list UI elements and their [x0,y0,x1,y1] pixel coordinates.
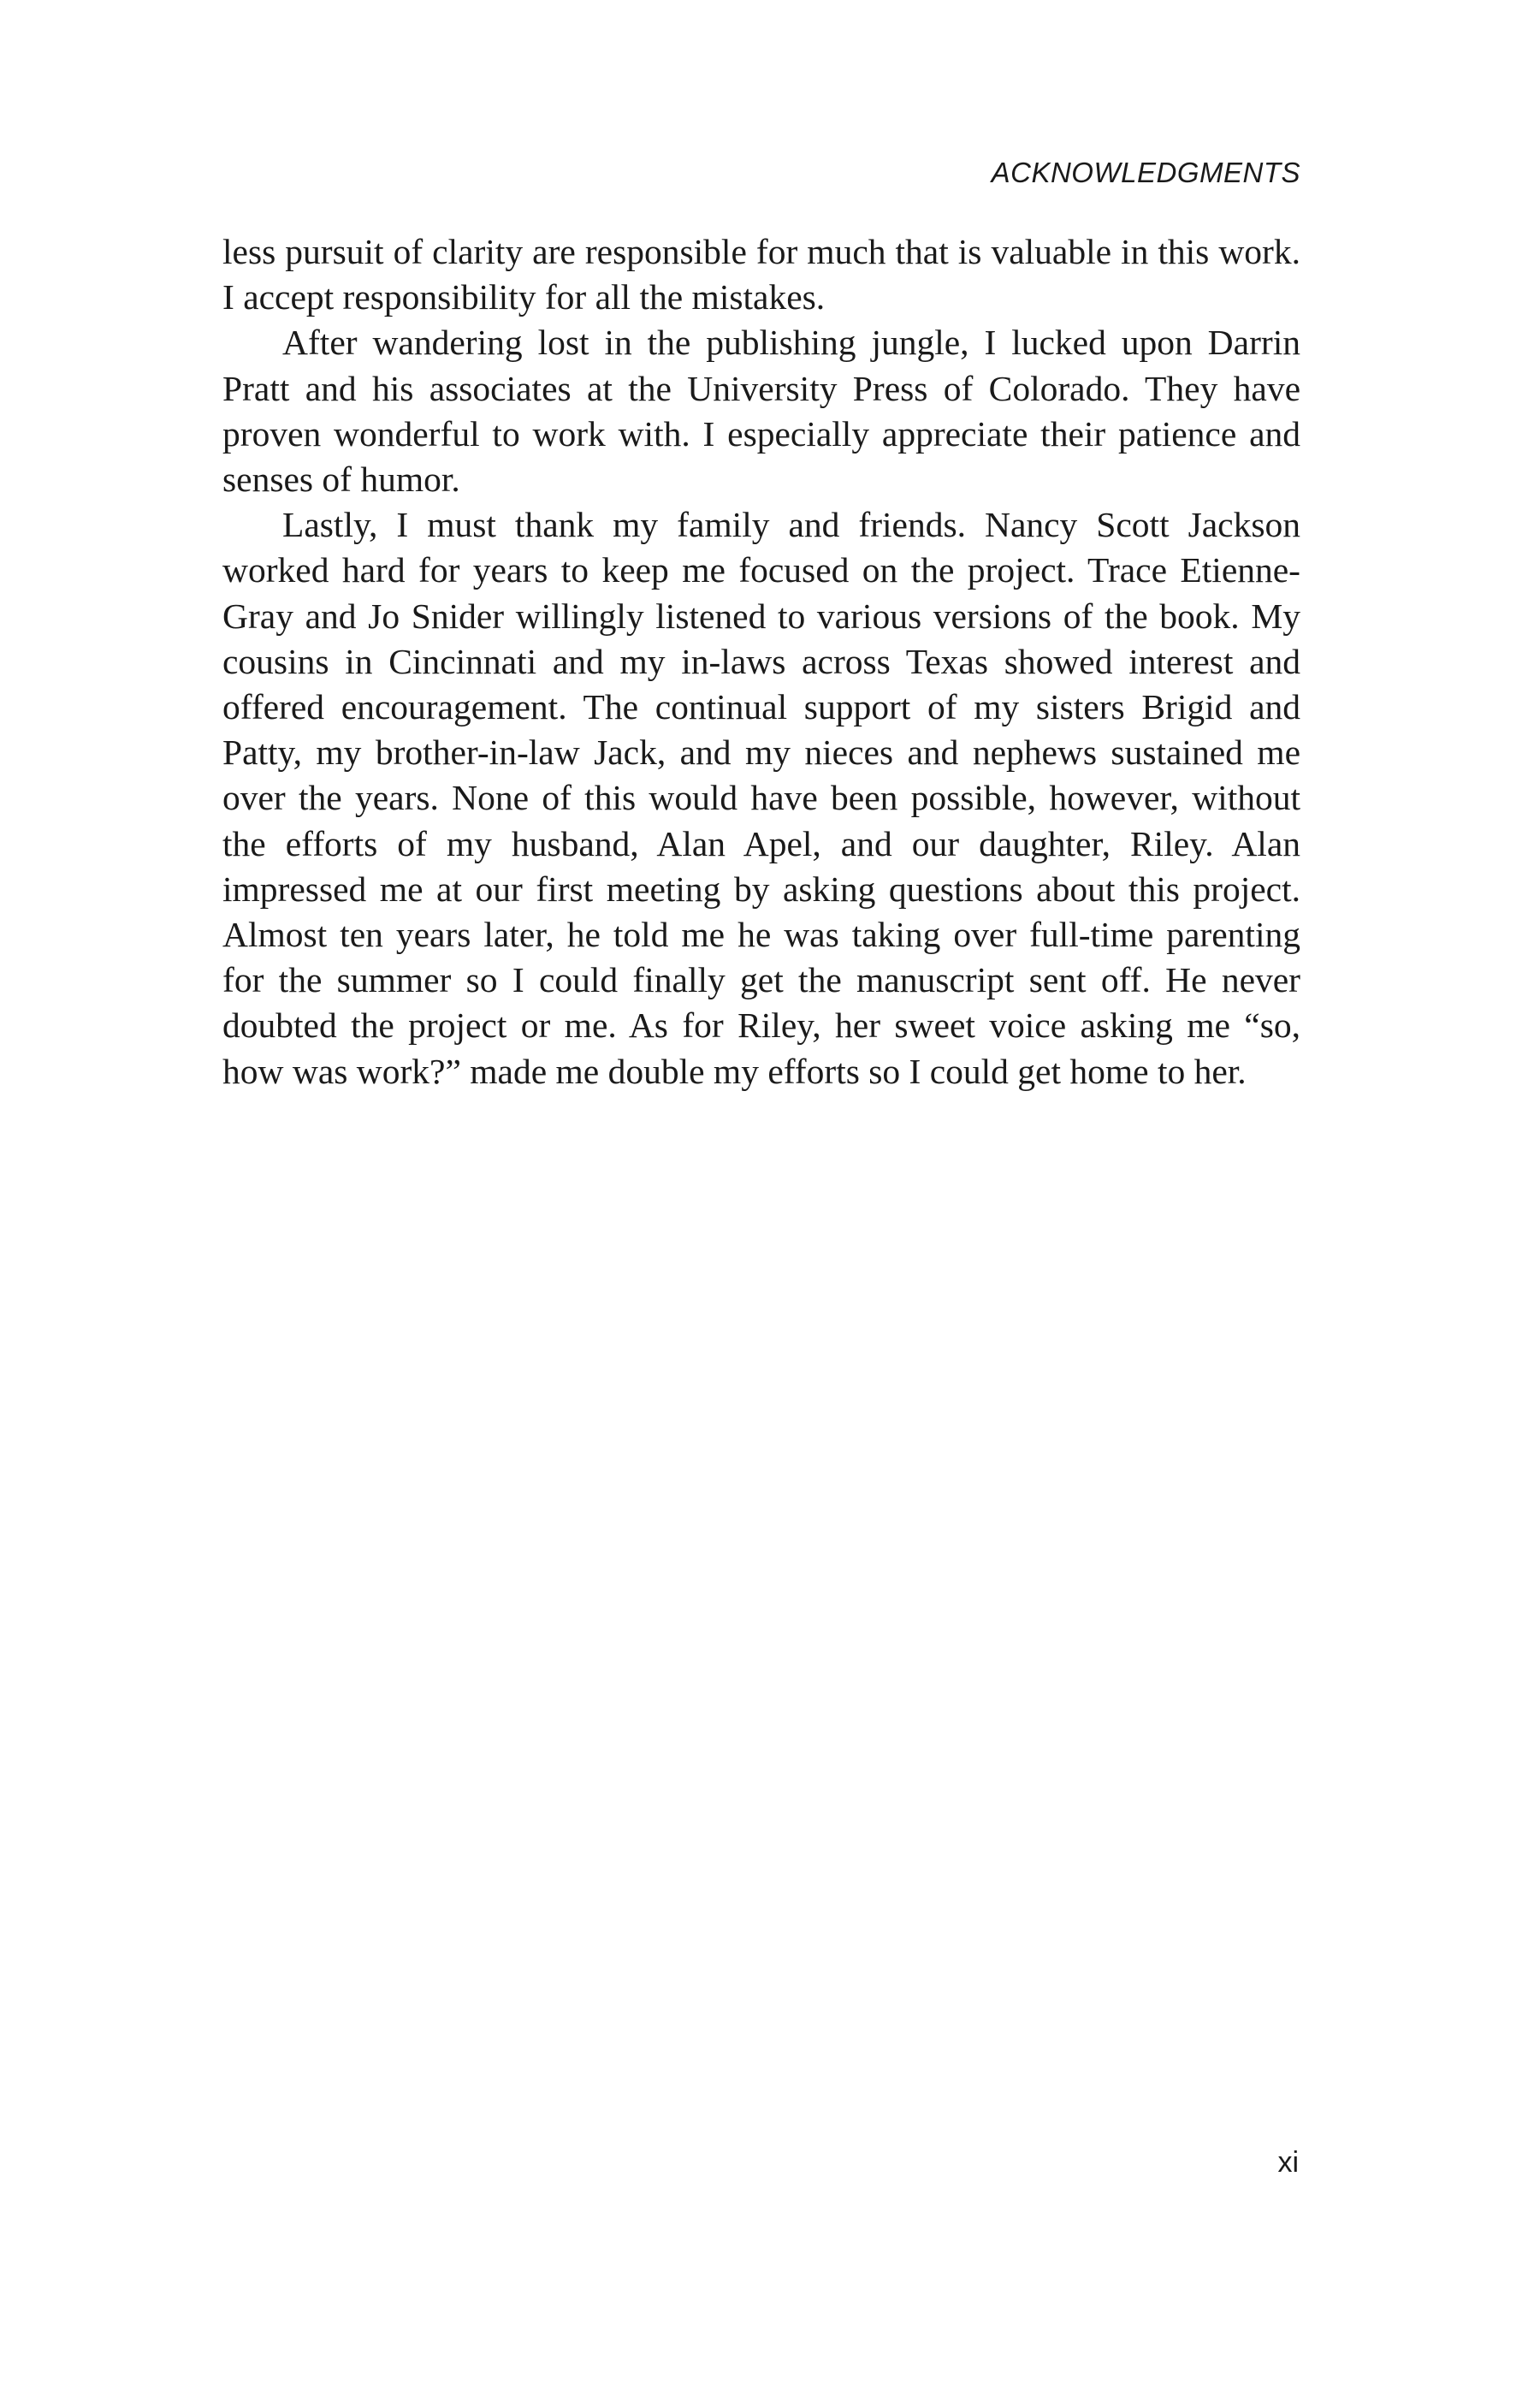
body-text [222,229,1300,1094]
paragraph-family-thanks: Lastly, I must thank my family and friends. Nancy Scott Jackson worked hard for years to keep me focused on the project. Trace Etienne-Gray and Jo Snider willingly listened to various versions of the book. My cousins in Cincinnati and my in-laws across Texas showed interest and offered encouragement. The continual support of my sisters Brigid and Patty, my brother-in-law Jack, and my nieces and nephews sustained me over the years. None of this would have been possible, however, without the efforts of my husband, Alan Apel, and our daughter, Riley. Alan impressed me at our first meeting by asking questions about this project. Almost ten years later, he told me he was taking over full-time parenting for the summer so I could finally get the manuscript sent off. He never doubted the project or me. As for Riley, her sweet voice asking me “so, how was work?” made me double my efforts so I could get home to her. [222,505,1300,1091]
paragraph-publisher-thanks: After wandering lost in the publishing jungle, I lucked upon Darrin Pratt and his associates at the University Press of Colorado. They have proven wonderful to work with. I especially appreciate their patience and senses of humor. [222,323,1300,500]
paragraph-continuation: less pursuit of clarity are responsible for much that is valuable in this work. I accept responsibility for all the mistakes. [222,232,1300,317]
page-number: xi [1277,2146,1299,2179]
running-head: ACKNOWLEDGMENTS [991,157,1300,188]
